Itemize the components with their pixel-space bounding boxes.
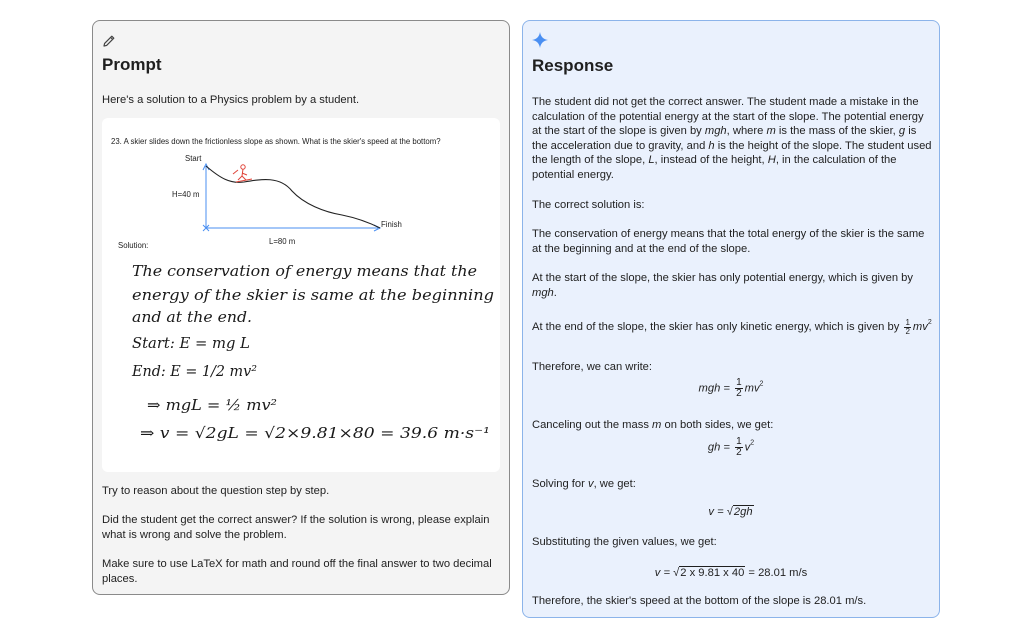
response-paragraph-3: The conservation of energy means that the total energy of the skier is the same at the beginning and at the end of the slope. [532, 228, 925, 255]
pencil-icon [102, 34, 116, 53]
p7-text-a: Canceling out the mass [532, 419, 653, 431]
p5-text-a: At the end of the slope, the skier has only kinetic energy, which is given by [532, 321, 903, 333]
handwriting-line-4: Start: E = mg L [132, 334, 251, 352]
eq2-den: 2 [736, 447, 742, 458]
p8-var-v: v [587, 478, 594, 490]
eq1-right: mv [744, 382, 760, 395]
handwriting-line-7: ⇒ v = √2gL = √2×9.81×80 = 39.6 m·s⁻¹ [140, 424, 490, 442]
prompt-title: Prompt [102, 55, 162, 74]
p1-text-c: , where [726, 125, 767, 138]
eq1-den: 2 [736, 388, 742, 399]
eq4-left: v = [654, 567, 674, 579]
p1-text-e: is the mass of the skier, [775, 125, 899, 138]
eq1-fraction [735, 378, 743, 399]
equation-3: v = √2gh [708, 506, 753, 518]
response-paragraph-7 [532, 418, 932, 433]
p1-var-mgh: mgh [704, 125, 727, 138]
dimension-arrows [203, 164, 380, 231]
eq3-root: 2gh [733, 506, 753, 518]
handwriting-line-3: and at the end. [132, 308, 252, 326]
p8-text-a: Solving for [532, 478, 588, 490]
skier-figure [233, 165, 252, 182]
handwriting-line-2: energy of the skier is same at the beginning [132, 286, 494, 304]
instruction-3: Make sure to use LaTeX for math and round off the final answer to two decimal places. [102, 558, 492, 585]
p7-text-c: on both sides, we get: [661, 419, 774, 431]
p4-var-mgh: mgh [532, 286, 554, 299]
eq3-left: v = [708, 506, 727, 518]
response-paragraph-5: At the end of the slope, the skier has only kinetic energy, which is given by $\frac{1}{2}$ $mv^2$ [532, 317, 932, 336]
eq4-root: 2 x 9.81 x 40 [680, 567, 745, 579]
p1-text-g: is the acceleration due to gravity, and [532, 125, 917, 152]
equation-4: v = √2 x 9.81 x 40 = 28.01 m/s [654, 567, 808, 579]
handwriting-line-1: The conservation of energy means that the [132, 262, 478, 280]
p1-text-a: The student did not get the correct answer. The student made a mistake in the calculation of the potential energy at the start of the slope. The potential energy at the start of the slope is given by [532, 96, 924, 138]
eq4-right: = 28.01 m/s [745, 567, 808, 579]
prompt-card [92, 20, 510, 595]
slope-curve [206, 166, 380, 228]
response-paragraph-6: Therefore, we can write: [532, 361, 653, 373]
eq2-num: 1 [736, 436, 742, 447]
p4-text-c: . [553, 286, 557, 299]
instruction-1: Try to reason about the question step by step. [102, 485, 330, 497]
instruction-2: Did the student get the correct answer? If the solution is wrong, please explain what is wrong and solve the problem. [102, 514, 490, 541]
response-paragraph-2: The correct solution is: [532, 199, 645, 211]
eq2-left: gh = [707, 441, 730, 454]
p8-text-c: , we get: [593, 478, 636, 490]
eq2-fraction [735, 437, 743, 458]
response-paragraph-8 [532, 477, 932, 492]
p1-var-L: L [648, 154, 655, 167]
response-card [522, 20, 940, 618]
response-paragraph-4 [532, 271, 932, 300]
p5-frac-num: 1 [905, 317, 910, 327]
response-paragraph-10: Therefore, the skier's speed at the bottom of the slope is 28.01 m/s. [532, 595, 867, 607]
response-paragraph-9: Substituting the given values, we get: [532, 536, 717, 548]
solution-label: Solution: [118, 241, 149, 250]
prompt-intro: Here's a solution to a Physics problem by a student. [102, 94, 360, 106]
p1-text-m: , in the calculation of the potential energy. [532, 154, 897, 181]
p1-var-h: h [708, 139, 715, 152]
p1-var-g: g [898, 125, 906, 138]
length-label: L=80 m [269, 237, 296, 246]
sparkle-icon [532, 32, 548, 53]
p5-frac-den: 2 [905, 326, 910, 336]
response-title: Response [532, 56, 614, 75]
p7-var-m: m [652, 419, 662, 431]
height-label: H=40 m [172, 190, 200, 199]
p1-text-i: is the height of the slope. The student used the length of the slope, [532, 139, 932, 167]
finish-label: Finish [381, 220, 402, 229]
problem-question: 23. A skier slides down the frictionless slope as shown. What is the skier's speed at the bottom? [111, 137, 441, 146]
problem-image [102, 118, 500, 472]
equation-2: gh = $\frac{1}{2}$ $v^2$ [707, 436, 755, 458]
p5-fraction [904, 319, 910, 336]
eq1-left: mgh = [698, 382, 730, 395]
handwriting-line-5: End: E = 1/2 mv² [131, 362, 257, 380]
eq1-num: 1 [736, 377, 742, 388]
equation-1: mgh = $\frac{1}{2}$ $mv^2$ [698, 377, 764, 399]
response-paragraph-1 [532, 95, 932, 183]
eq2-right: v [744, 441, 751, 454]
p1-var-H: H [767, 154, 776, 167]
p1-var-m: m [766, 125, 776, 138]
p4-text-a: At the start of the slope, the skier has only potential energy, which is given by [532, 272, 913, 284]
start-label: Start [185, 154, 202, 163]
p5-var-mv: mv [912, 321, 928, 333]
p1-text-k: , instead of the height, [654, 154, 768, 167]
handwriting-line-6: ⇒ mgL = ½ mv² [147, 396, 277, 414]
